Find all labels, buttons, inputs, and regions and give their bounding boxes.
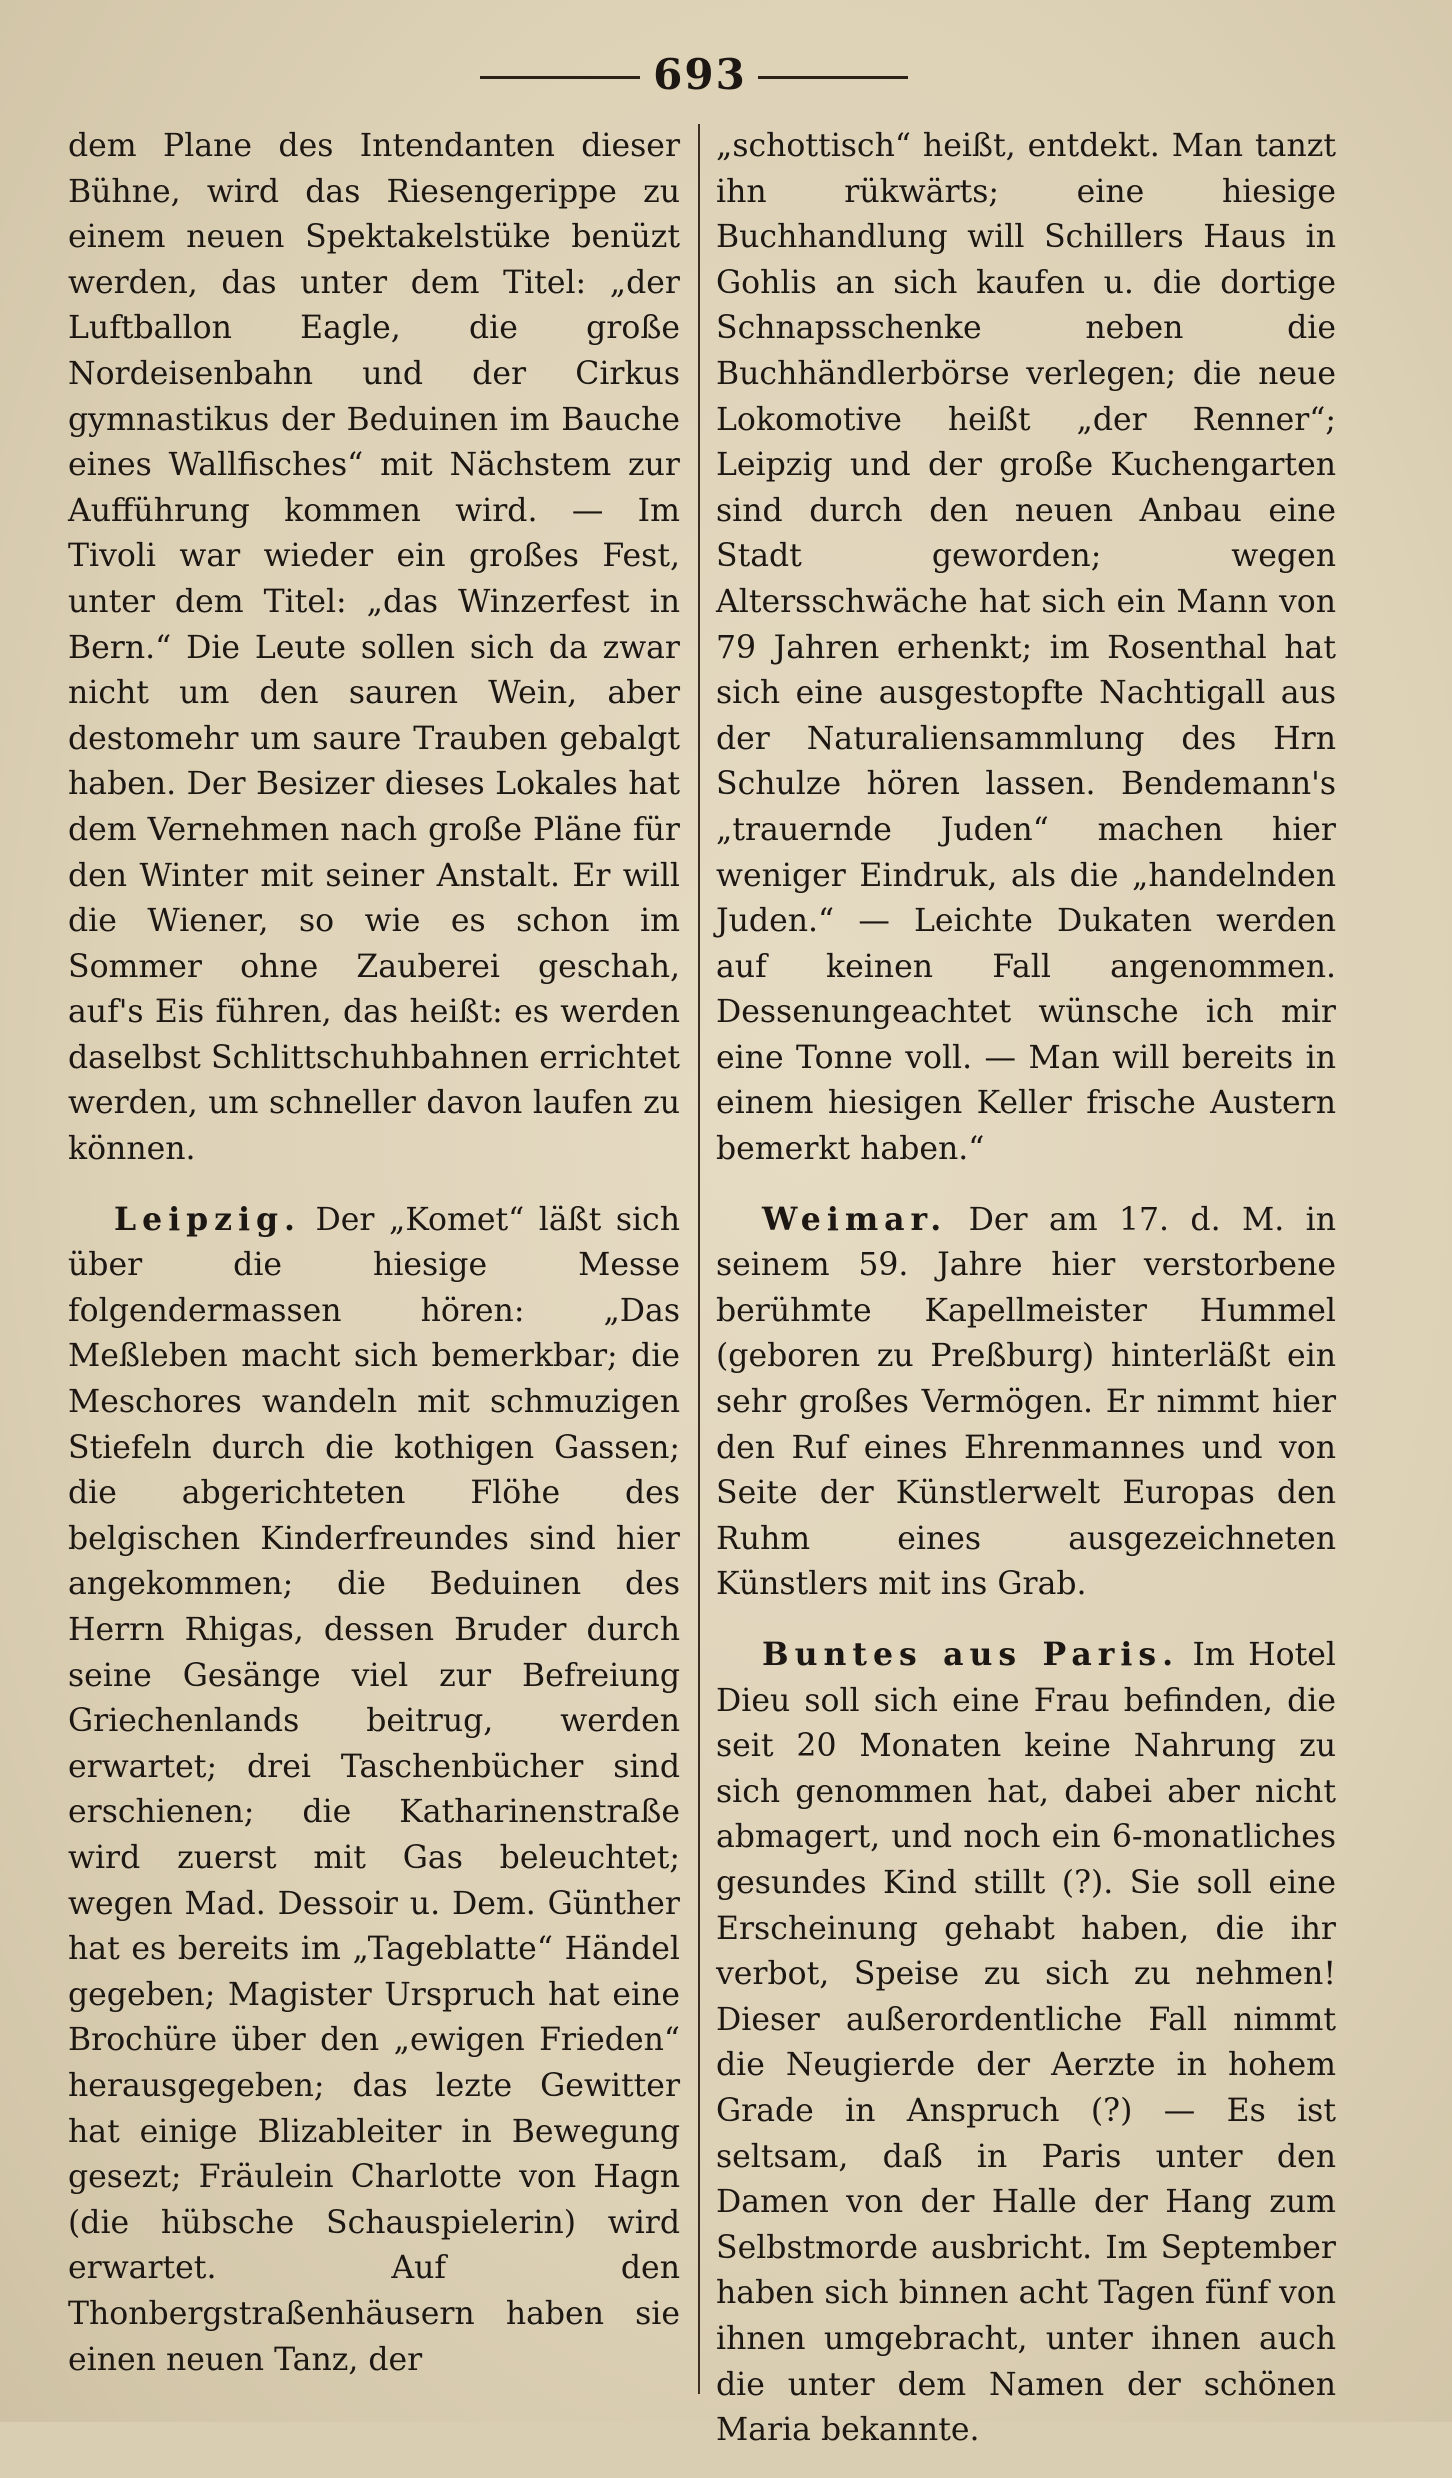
place-heading: Leipzig.: [114, 1200, 302, 1238]
header-rule-right: [758, 76, 908, 79]
article-paragraph-weimar: [716, 1197, 1336, 1608]
column-divider: [698, 124, 700, 2394]
place-heading: Buntes aus Paris.: [762, 1636, 1180, 1673]
article-paragraph-leipzig: [68, 1197, 680, 2383]
article-paragraph: [68, 124, 680, 1173]
place-heading: Weimar.: [762, 1200, 948, 1238]
article-paragraph-paris: [716, 1632, 1336, 2454]
page-header: [0, 42, 1452, 102]
right-column: [716, 124, 1336, 2478]
paragraph-text: Der am 17. d. M. in seinem 59. Jahre hier verstorbene berühmte Kapellmeister Hummel (geboren zu Preßburg) hinterläßt ein sehr großes Vermögen. Er nimmt hier den Ruf eines Ehrenmannes und von Seite der Künstlerwelt Europas den Ruhm eines ausgezeichneten Künstlers mit ins Grab.: [716, 1201, 1336, 1603]
left-column: [68, 124, 680, 2407]
paragraph-text: „schottisch“ heißt, entdekt. Man tanzt ihn rükwärts; eine hiesige Buchhandlung will Schillers Haus in Gohlis an sich kaufen u. die dortige Schnapsschenke neben die Buchhändlerbörse verlegen; die neue Lokomotive heißt „der Renner“; Leipzig und der große Kuchengarten sind durch den neuen Anbau eine Stadt geworden; wegen Altersschwäche hat sich ein Mann von 79 Jahren erhenkt; im Rosenthal hat sich eine ausgestopfte Nachtigall aus der Naturaliensammlung des Hrn Schulze hören lassen. Bendemann's „trauernde Juden“ machen hier weniger Eindruk, als die „handelnden Juden.“ — Leichte Dukaten werden auf keinen Fall angenommen. Dessenungeachtet wünsche ich mir eine Tonne voll. — Man will bereits in einem hiesigen Keller frische Austern bemerkt haben.“: [716, 128, 1336, 1168]
page-number: 693: [653, 50, 747, 99]
paragraph-text: dem Plane des Intendanten dieser Bühne, wird das Riesengerippe zu einem neuen Spektakelstüke benüzt werden, das unter dem Titel: „der Luftballon Eagle, die große Nordeisenbahn und der Cirkus gymnastikus der Beduinen im Bauche eines Wallfisches“ mit Nächstem zur Aufführung kommen wird. — Im Tivoli war wieder ein großes Fest, unter dem Titel: „das Winzerfest in Bern.“ Die Leute sollen sich da zwar nicht um den sauren Wein, aber destomehr um saure Trauben gebalgt haben. Der Besizer dieses Lokales hat dem Vernehmen nach große Pläne für den Winter mit seiner Anstalt. Er will die Wiener, so wie es schon im Sommer ohne Zauberei geschah, auf's Eis führen, das heißt: es werden daselbst Schlittschuhbahnen errichtet werden, um schneller davon laufen zu können.: [68, 128, 680, 1168]
article-paragraph: [716, 124, 1336, 1173]
header-rule-left: [480, 76, 640, 79]
paragraph-text: Der „Komet“ läßt sich über die hiesige Messe folgendermassen hören: „Das Meßleben macht sich bemerkbar; die Meschores wandeln mit schmuzigen Stiefeln durch die kothigen Gassen; die abgerichteten Flöhe des belgischen Kinderfreundes sind hier angekommen; die Beduinen des Herrn Rhigas, dessen Bruder durch seine Gesänge viel zur Befreiung Griechenlands beitrug, werden erwartet; drei Taschenbücher sind erschienen; die Katharinenstraße wird zuerst mit Gas beleuchtet; wegen Mad. Dessoir u. Dem. Günther hat es bereits im „Tageblatte“ Händel gegeben; Magister Urspruch hat eine Brochüre über den „ewigen Frieden“ herausgegeben; das lezte Gewitter hat einige Blizableiter in Bewegung gesezt; Fräulein Charlotte von Hagn (die hübsche Schauspielerin) wird erwartet. Auf den Thonbergstraßenhäusern haben sie einen neuen Tanz, der: [68, 1201, 680, 2378]
paragraph-text: Im Hotel Dieu soll sich eine Frau befinden, die seit 20 Monaten keine Nahrung zu sich genommen hat, dabei aber nicht abmagert, und noch ein 6-monatliches gesundes Kind stillt (?). Sie soll eine Erscheinung gehabt haben, die ihr verbot, Speise zu sich zu nehmen! Dieser außerordentliche Fall nimmt die Neugierde der Aerzte in hohem Grade in Anspruch (?) — Es ist seltsam, daß in Paris unter den Damen von der Halle der Hang zum Selbstmorde ausbricht. Im September haben sich binnen acht Tagen fünf von ihnen umgebracht, unter ihnen auch die unter dem Namen der schönen Maria bekannte.: [716, 1637, 1336, 2449]
